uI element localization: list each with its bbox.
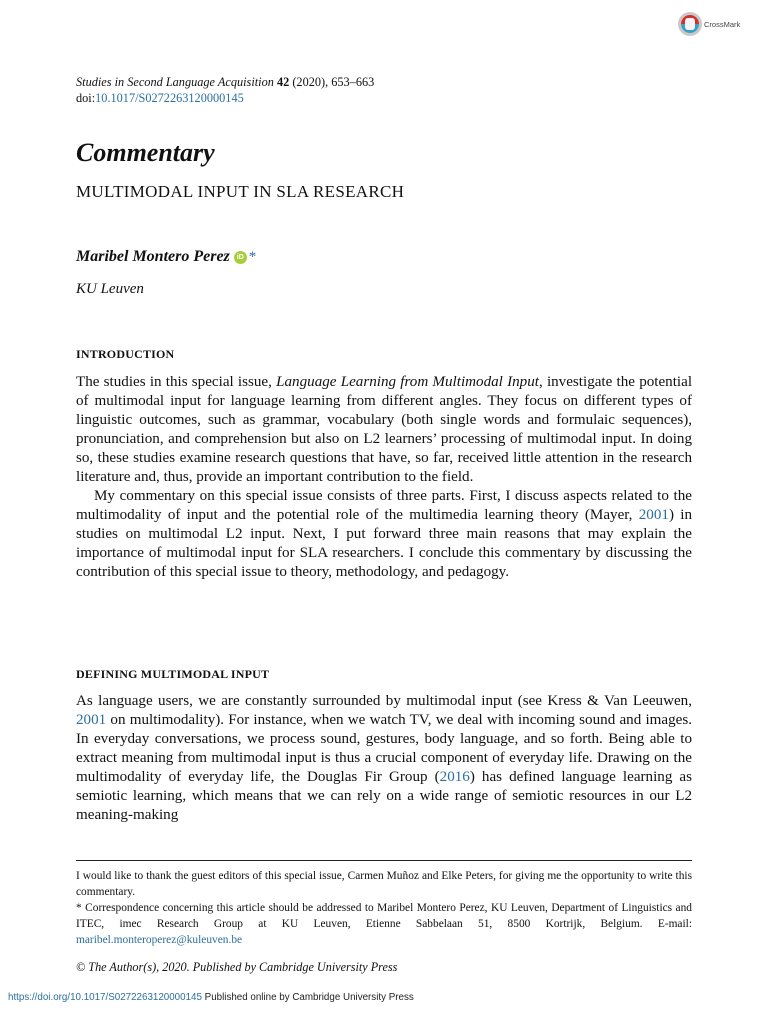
section-heading-introduction: INTRODUCTION — [76, 347, 175, 361]
bottom-doi-link[interactable]: https://doi.org/10.1017/S0272263120000145 — [8, 992, 202, 1003]
orcid-icon[interactable]: iD — [234, 251, 247, 264]
journal-citation — [76, 74, 374, 106]
journal-name: Studies in Second Language Acquisition — [76, 75, 274, 89]
doi-prefix: doi: — [76, 91, 96, 105]
footnotes — [76, 868, 692, 948]
email-link[interactable]: maribel.monteroperez@kuleuven.be — [76, 934, 243, 946]
bottom-doi-bar — [8, 992, 414, 1003]
correspondence-footnote: * Correspondence concerning this article should be addressed to Maribel Montero Perez, KU Leuven, Department of Linguistics and ITEC, imec Research Group at KU Leuven, Etienne Sabbelaan 51, 8500 Kortrijk, Belgium. E-mail: maribel.monteroperez@kuleuven.be — [76, 902, 692, 946]
citation-link-douglas-fir-2016[interactable]: 2016 — [439, 769, 470, 785]
crossmark-icon — [678, 12, 702, 36]
citation-link-mayer-2001[interactable]: 2001 — [638, 507, 669, 523]
article-type: Commentary — [76, 138, 215, 167]
article-title: MULTIMODAL INPUT IN SLA RESEARCH — [76, 182, 405, 201]
copyright-notice: © The Author(s), 2020. Published by Cambridge University Press — [76, 960, 398, 974]
introduction-body — [76, 373, 692, 582]
defining-body — [76, 692, 692, 825]
introduction-paragraph-1: The studies in this special issue, Language Learning from Multimodal Input, investigate the potential of multimodal input for language learning from different angles. They focus on different types of linguistic outcomes, such as grammar, vocabulary (both single words and formulaic sequences), pronunciation, and comprehension but also on L2 learners’ processing of multimodal input. In doing so, these studies examine research questions that have, so far, received little attention in the research literature and, thus, provide an important contribution to the field. — [76, 374, 693, 485]
footnote-divider — [76, 860, 692, 861]
introduction-paragraph-2: My commentary on this special issue consists of three parts. First, I discuss aspects related to the multimodality of input and the potential role of the multimedia learning theory (Mayer, 2001) in studies on multimodal L2 input. Next, I put forward three main reasons that may explain the importance of multimodal input for SLA researchers. I conclude this commentary by discussing the contribution of this special issue to theory, methodology, and pedagogy. — [76, 488, 692, 580]
correspondence-marker[interactable]: * — [248, 248, 257, 265]
crossmark-label: CrossMark — [704, 19, 741, 29]
author-affiliation: KU Leuven — [76, 281, 144, 297]
journal-year-pages: (2020), 653–663 — [292, 75, 375, 89]
citation-link-kress-2001[interactable]: 2001 — [76, 712, 107, 728]
crossmark-badge[interactable] — [678, 12, 740, 36]
special-issue-title: Language Learning from Multimodal Input — [276, 374, 539, 390]
section-heading-defining-multimodal-input: DEFINING MULTIMODAL INPUT — [76, 667, 270, 681]
published-online-text: Published online by Cambridge University Press — [201, 992, 414, 1003]
journal-volume: 42 — [276, 75, 290, 89]
doi-link[interactable]: 10.1017/S0272263120000145 — [95, 91, 244, 105]
defining-paragraph-1: As language users, we are constantly surrounded by multimodal input (see Kress & Van Leeuwen, 2001 on multimodality). For instance, when we watch TV, we deal with incoming sound and images. In everyday conversations, we process sound, gestures, body language, and so forth. Being able to extract meaning from multimodal input is thus a crucial component of everyday life. Drawing on the multimodality of everyday life, the Douglas Fir Group (2016) has defined language learning as semiotic learning, which means that we can rely on a wide range of semiotic resources in our L2 meaning-making — [76, 693, 692, 823]
acknowledgement-footnote: I would like to thank the guest editors of this special issue, Carmen Muñoz and Elke Peters, for giving me the opportunity to write this commentary. — [76, 870, 692, 898]
author-line — [76, 248, 256, 266]
author-name: Maribel Montero Perez — [76, 248, 230, 265]
